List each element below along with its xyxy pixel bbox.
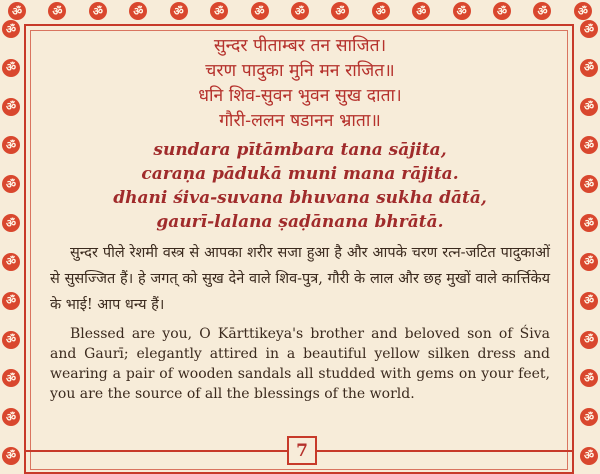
om-icon: ॐ <box>129 2 147 20</box>
om-icon: ॐ <box>453 2 471 20</box>
om-icon: ॐ <box>210 2 228 20</box>
om-icon: ॐ <box>372 2 390 20</box>
translit-line: sundara pītāmbara tana sājita, <box>153 140 447 160</box>
om-icon: ॐ <box>2 214 20 232</box>
om-icon: ॐ <box>2 292 20 310</box>
top-om-border <box>8 0 592 22</box>
om-icon: ॐ <box>2 369 20 387</box>
om-icon: ॐ <box>2 20 20 38</box>
om-icon: ॐ <box>2 331 20 349</box>
om-icon: ॐ <box>580 447 598 465</box>
om-icon: ॐ <box>493 2 511 20</box>
om-icon: ॐ <box>89 2 107 20</box>
om-icon: ॐ <box>291 2 309 20</box>
verse-line: धनि शिव-सुवन भुवन सुख दाता। <box>198 86 402 106</box>
om-icon: ॐ <box>48 2 66 20</box>
om-icon: ॐ <box>580 175 598 193</box>
translit-line: gaurī-lalana ṣaḍānana bhrātā. <box>156 212 444 232</box>
verse-transliteration <box>50 138 550 234</box>
translit-line: dhani śiva-suvana bhuvana sukha dātā, <box>113 188 487 208</box>
verse-line: सुन्दर पीताम्बर तन साजित। <box>213 36 387 56</box>
translit-line: caraṇa pādukā muni mana rājita. <box>141 164 459 184</box>
right-om-border <box>578 20 600 465</box>
om-icon: ॐ <box>580 331 598 349</box>
english-translation <box>50 324 550 404</box>
om-icon: ॐ <box>2 59 20 77</box>
hindi-translation <box>50 240 550 318</box>
verse-line: चरण पादुका मुनि मन राजित॥ <box>205 61 395 81</box>
om-icon: ॐ <box>412 2 430 20</box>
om-icon: ॐ <box>2 175 20 193</box>
left-om-border <box>0 20 22 465</box>
hindi-translation-text: सुन्दर पीले रेशमी वस्त्र से आपका शरीर सजा हुआ है और आपके चरण रत्न-जटित पादुकाओं से सुसज्जित हैं। हे जगत् को सुख देने वाले शिव-पुत्र, गौरी के लाल और छह मुखों वाले कार्त्तिकेय के भाई! आप धन्य हैं। <box>50 245 550 313</box>
om-icon: ॐ <box>2 253 20 271</box>
om-icon: ॐ <box>580 98 598 116</box>
om-icon: ॐ <box>580 408 598 426</box>
om-icon: ॐ <box>574 2 592 20</box>
om-icon: ॐ <box>580 20 598 38</box>
om-icon: ॐ <box>2 447 20 465</box>
om-icon: ॐ <box>580 59 598 77</box>
om-icon: ॐ <box>533 2 551 20</box>
om-icon: ॐ <box>170 2 188 20</box>
om-icon: ॐ <box>2 136 20 154</box>
om-icon: ॐ <box>580 292 598 310</box>
om-icon: ॐ <box>251 2 269 20</box>
om-icon: ॐ <box>331 2 349 20</box>
om-icon: ॐ <box>580 136 598 154</box>
om-icon: ॐ <box>580 253 598 271</box>
english-translation-text: Blessed are you, O Kārttikeya's brother and beloved son of Śiva and Gaurī; elegantly attired in a beautiful yellow silken dress and wearing a pair of wooden sandals all studded with gems on your feet, you are the source of all the blessings of the world. <box>50 326 550 402</box>
page-number: 7 <box>287 436 317 465</box>
verse-line: गौरी-ललन षडानन भ्राता॥ <box>219 111 381 131</box>
om-icon: ॐ <box>580 369 598 387</box>
om-icon: ॐ <box>2 408 20 426</box>
om-icon: ॐ <box>2 98 20 116</box>
page-content <box>50 34 550 404</box>
om-icon: ॐ <box>580 214 598 232</box>
om-icon: ॐ <box>8 2 26 20</box>
verse-devanagari <box>50 34 550 134</box>
